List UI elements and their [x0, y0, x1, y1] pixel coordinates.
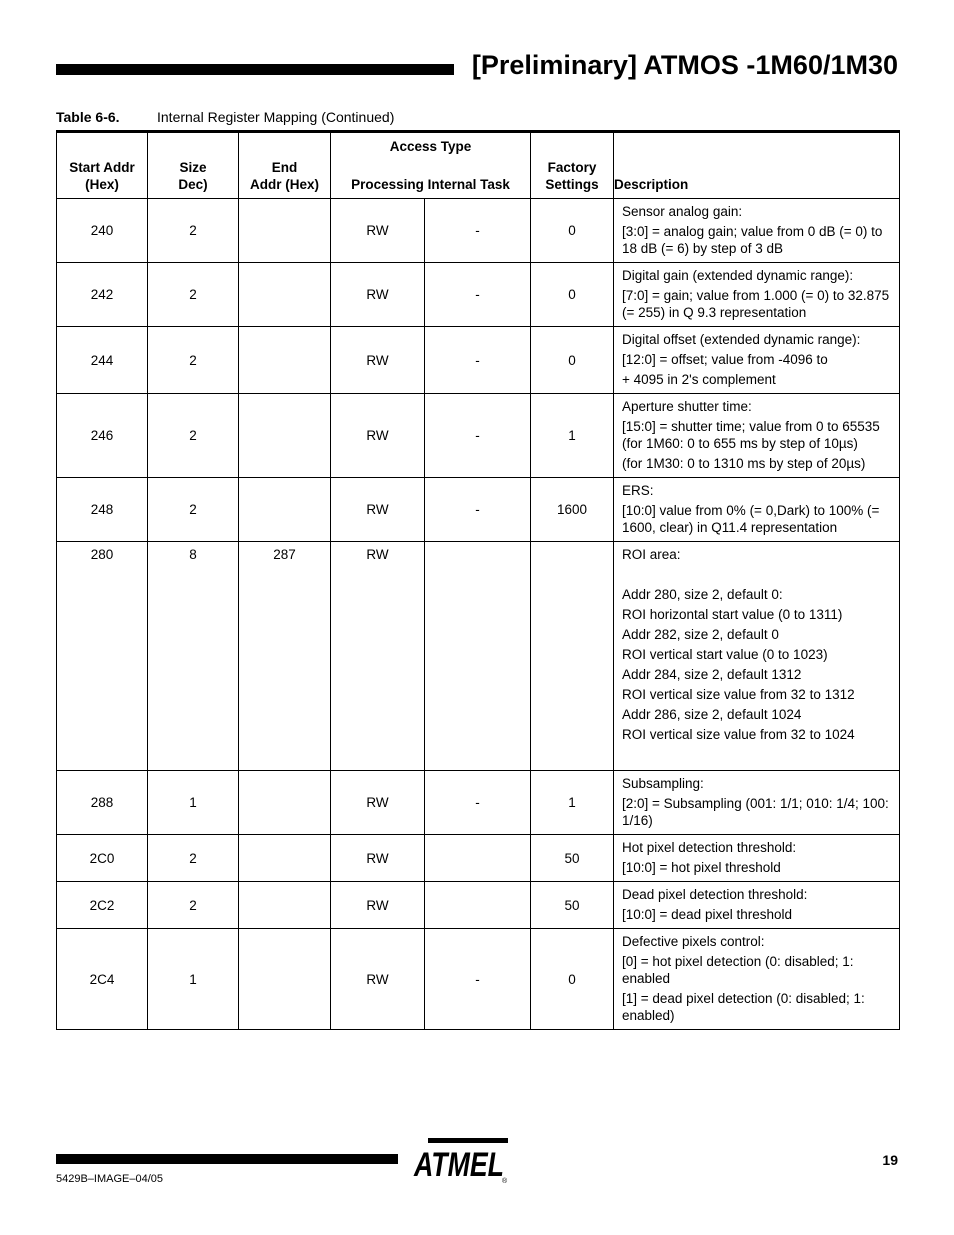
description-line: Digital gain (extended dynamic range): [622, 268, 854, 283]
cell-size: 2 [148, 478, 239, 542]
description-line: [10:0] value from 0% (= 0,Dark) to 100% (= 1600, clear) in Q11.4 representation [622, 503, 880, 535]
table-caption [56, 108, 394, 126]
header-access-type [331, 132, 531, 199]
cell-description [614, 542, 900, 771]
register-rows [57, 199, 900, 1030]
description-line: ROI vertical size value from 32 to 1024 [622, 727, 855, 742]
header-access-type-label: Access Type [389, 139, 472, 154]
atmel-logo [410, 1136, 514, 1186]
header-factory-settings: Factory Settings [531, 132, 614, 199]
description-line: Addr 286, size 2, default 1024 [622, 707, 802, 722]
cell-size: 2 [148, 199, 239, 263]
description-line: (for 1M30: 0 to 1310 ms by step of 20µs) [622, 456, 866, 471]
cell-processing: RW [331, 263, 425, 327]
description-line: Aperture shutter time: [622, 399, 752, 414]
description-line: ROI area: [622, 547, 681, 562]
header-size: Size Dec) [148, 132, 239, 199]
header-rule [56, 64, 454, 75]
description-line: [0] = hot pixel detection (0: disabled; 1: enabled [622, 954, 854, 986]
cell-start-addr: 2C0 [57, 835, 148, 882]
header-internal-task: Internal Task [427, 177, 510, 192]
cell-processing: RW [331, 478, 425, 542]
logo-wordmark: ATMEL [413, 1146, 504, 1184]
description-line: Digital offset (extended dynamic range): [622, 332, 861, 347]
cell-factory-settings: 0 [531, 263, 614, 327]
header-processing: Processing [351, 177, 424, 192]
cell-end-addr [239, 199, 331, 263]
cell-internal-task [425, 542, 531, 771]
cell-internal-task: - [425, 478, 531, 542]
cell-description [614, 327, 900, 394]
cell-start-addr: 246 [57, 394, 148, 478]
cell-processing: RW [331, 199, 425, 263]
table-row [57, 929, 900, 1030]
description-line: Subsampling: [622, 776, 704, 791]
cell-description [614, 478, 900, 542]
description-line: ROI vertical start value (0 to 1023) [622, 647, 828, 662]
table-title: Internal Register Mapping (Continued) [157, 109, 395, 125]
description-line: [3:0] = analog gain; value from 0 dB (= 0) to 18 dB (= 6) by step of 3 dB [622, 224, 883, 256]
cell-start-addr: 240 [57, 199, 148, 263]
cell-size: 1 [148, 771, 239, 835]
description-line: [10:0] = hot pixel threshold [622, 860, 781, 875]
cell-size: 2 [148, 263, 239, 327]
cell-factory-settings: 50 [531, 882, 614, 929]
description-line: + 4095 in 2's complement [622, 372, 776, 387]
description-line: Defective pixels control: [622, 934, 765, 949]
cell-internal-task: - [425, 327, 531, 394]
cell-factory-settings: 1 [531, 394, 614, 478]
cell-factory-settings: 1 [531, 771, 614, 835]
cell-processing: RW [331, 394, 425, 478]
footer-rule [56, 1154, 398, 1164]
table-row [57, 882, 900, 929]
page-title: [Preliminary] ATMOS -1M60/1M30 [471, 50, 898, 80]
cell-internal-task: - [425, 263, 531, 327]
cell-size: 2 [148, 882, 239, 929]
cell-internal-task [425, 835, 531, 882]
description-line: Hot pixel detection threshold: [622, 840, 797, 855]
cell-description [614, 263, 900, 327]
cell-factory-settings: 1600 [531, 478, 614, 542]
cell-size: 2 [148, 394, 239, 478]
cell-start-addr: 248 [57, 478, 148, 542]
table-row [57, 542, 900, 771]
description-line: Dead pixel detection threshold: [622, 887, 808, 902]
cell-end-addr: 287 [239, 542, 331, 771]
description-line: Addr 284, size 2, default 1312 [622, 667, 802, 682]
table-row [57, 327, 900, 394]
table-row [57, 771, 900, 835]
cell-internal-task: - [425, 929, 531, 1030]
cell-processing: RW [331, 882, 425, 929]
cell-factory-settings: 0 [531, 199, 614, 263]
cell-start-addr: 244 [57, 327, 148, 394]
description-line: [15:0] = shutter time; value from 0 to 65535 (for 1M60: 0 to 655 ms by step of 10µs) [622, 419, 880, 451]
cell-factory-settings: 0 [531, 929, 614, 1030]
cell-description [614, 771, 900, 835]
cell-end-addr [239, 835, 331, 882]
cell-size: 8 [148, 542, 239, 771]
description-line: ROI vertical size value from 32 to 1312 [622, 687, 855, 702]
table-row [57, 835, 900, 882]
cell-processing: RW [331, 542, 425, 771]
header-start-addr: Start Addr (Hex) [57, 132, 148, 199]
cell-processing: RW [331, 327, 425, 394]
cell-start-addr: 242 [57, 263, 148, 327]
cell-size: 1 [148, 929, 239, 1030]
table-row [57, 394, 900, 478]
header-access-subcolumns [331, 176, 530, 193]
description-line: ROI horizontal start value (0 to 1311) [622, 607, 843, 622]
cell-end-addr [239, 929, 331, 1030]
cell-size: 2 [148, 835, 239, 882]
description-line: [7:0] = gain; value from 1.000 (= 0) to 32.875 (= 255) in Q 9.3 representation [622, 288, 890, 320]
cell-end-addr [239, 394, 331, 478]
cell-description [614, 835, 900, 882]
cell-description [614, 394, 900, 478]
cell-internal-task: - [425, 394, 531, 478]
description-line: [12:0] = offset; value from -4096 to [622, 352, 828, 367]
cell-end-addr [239, 882, 331, 929]
table-number: Table 6-6. [56, 109, 120, 125]
cell-start-addr: 2C2 [57, 882, 148, 929]
cell-size: 2 [148, 327, 239, 394]
table-row [57, 263, 900, 327]
description-line: ERS: [622, 483, 654, 498]
cell-end-addr [239, 478, 331, 542]
cell-processing: RW [331, 929, 425, 1030]
cell-internal-task: - [425, 771, 531, 835]
header-description: Description [614, 132, 900, 199]
cell-factory-settings: 50 [531, 835, 614, 882]
description-line: [2:0] = Subsampling (001: 1/1; 010: 1/4; 100: 1/16) [622, 796, 889, 828]
cell-processing: RW [331, 771, 425, 835]
description-line: [10:0] = dead pixel threshold [622, 907, 792, 922]
cell-factory-settings: 0 [531, 327, 614, 394]
cell-start-addr: 288 [57, 771, 148, 835]
cell-description [614, 199, 900, 263]
cell-description [614, 929, 900, 1030]
cell-start-addr: 2C4 [57, 929, 148, 1030]
registered-mark: ® [502, 1178, 508, 1185]
description-line: [1] = dead pixel detection (0: disabled; 1: enabled) [622, 991, 865, 1023]
cell-end-addr [239, 263, 331, 327]
cell-start-addr: 280 [57, 542, 148, 771]
description-line [622, 566, 891, 583]
table-row [57, 478, 900, 542]
cell-end-addr [239, 327, 331, 394]
register-table [56, 130, 900, 1030]
cell-internal-task [425, 882, 531, 929]
cell-end-addr [239, 771, 331, 835]
description-line: Addr 282, size 2, default 0 [622, 627, 779, 642]
description-line: Sensor analog gain: [622, 204, 743, 219]
description-line: Addr 280, size 2, default 0: [622, 587, 783, 602]
page-number: 19 [882, 1152, 898, 1168]
cell-description [614, 882, 900, 929]
cell-processing: RW [331, 835, 425, 882]
cell-internal-task: - [425, 199, 531, 263]
cell-factory-settings [531, 542, 614, 771]
document-code: 5429B–IMAGE–04/05 [56, 1173, 164, 1185]
header-end-addr: End Addr (Hex) [239, 132, 331, 199]
table-row [57, 199, 900, 263]
